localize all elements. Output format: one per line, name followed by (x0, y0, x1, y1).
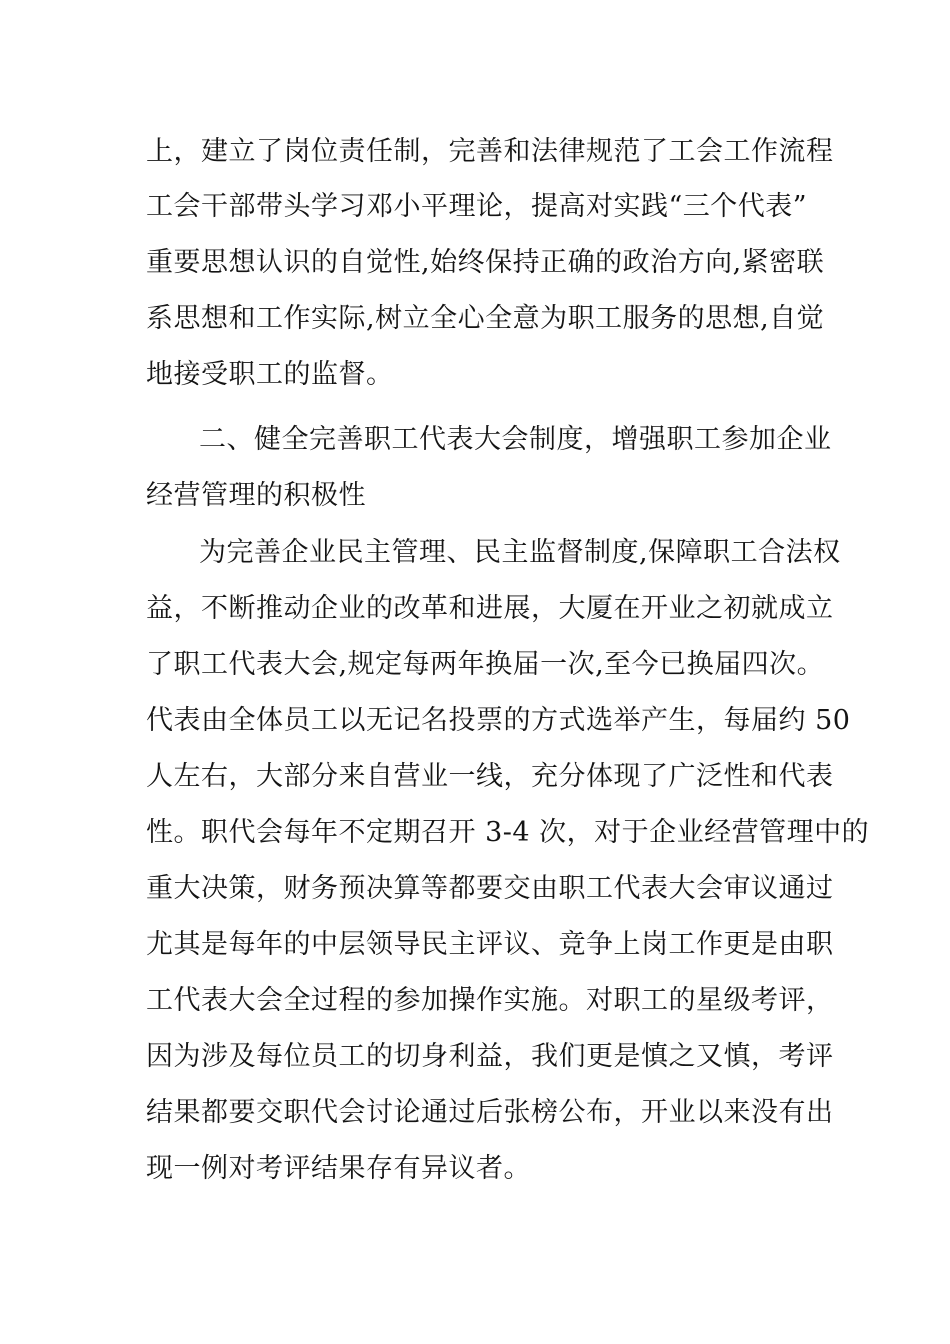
section-heading-continued: 经营管理的积极性 (146, 480, 366, 511)
text-line: 代表由全体员工以无记名投票的方式选举产生，每届约 50 (146, 705, 851, 736)
text-line: 现一例对考评结果存有异议者。 (146, 1153, 531, 1184)
paragraph-first-line: 为完善企业民主管理、民主监督制度,保障职工合法权 (199, 537, 841, 568)
text-line: 工代表大会全过程的参加操作实施。对职工的星级考评， (146, 985, 834, 1016)
text-line: 尤其是每年的中层领导民主评议、竞争上岗工作更是由职 (146, 929, 834, 960)
text-line: 重大决策，财务预决算等都要交由职工代表大会审议通过 (146, 873, 834, 904)
text-line: 人左右，大部分来自营业一线，充分体现了广泛性和代表 (146, 761, 834, 792)
section-heading: 二、健全完善职工代表大会制度，增强职工参加企业 (199, 424, 832, 455)
text-line: 益，不断推动企业的改革和进展，大厦在开业之初就成立 (146, 593, 834, 624)
text-line: 上，建立了岗位责任制，完善和法律规范了工会工作流程 (146, 136, 834, 167)
text-line: 系思想和工作实际,树立全心全意为职工服务的思想,自觉 (146, 303, 825, 334)
text-line: 性。职代会每年不定期召开 3-4 次，对于企业经营管理中的 (146, 817, 870, 848)
text-line: 结果都要交职代会讨论通过后张榜公布，开业以来没有出 (146, 1097, 834, 1128)
text-line: 重要思想认识的自觉性,始终保持正确的政治方向,紧密联 (146, 247, 825, 278)
text-line: 了职工代表大会,规定每两年换届一次,至今已换届四次。 (146, 649, 825, 680)
text-line: 地接受职工的监督。 (146, 359, 394, 390)
text-line: 工会干部带头学习邓小平理论，提高对实践“三个代表” (146, 191, 808, 222)
text-line: 因为涉及每位员工的切身利益，我们更是慎之又慎，考评 (146, 1041, 834, 1072)
